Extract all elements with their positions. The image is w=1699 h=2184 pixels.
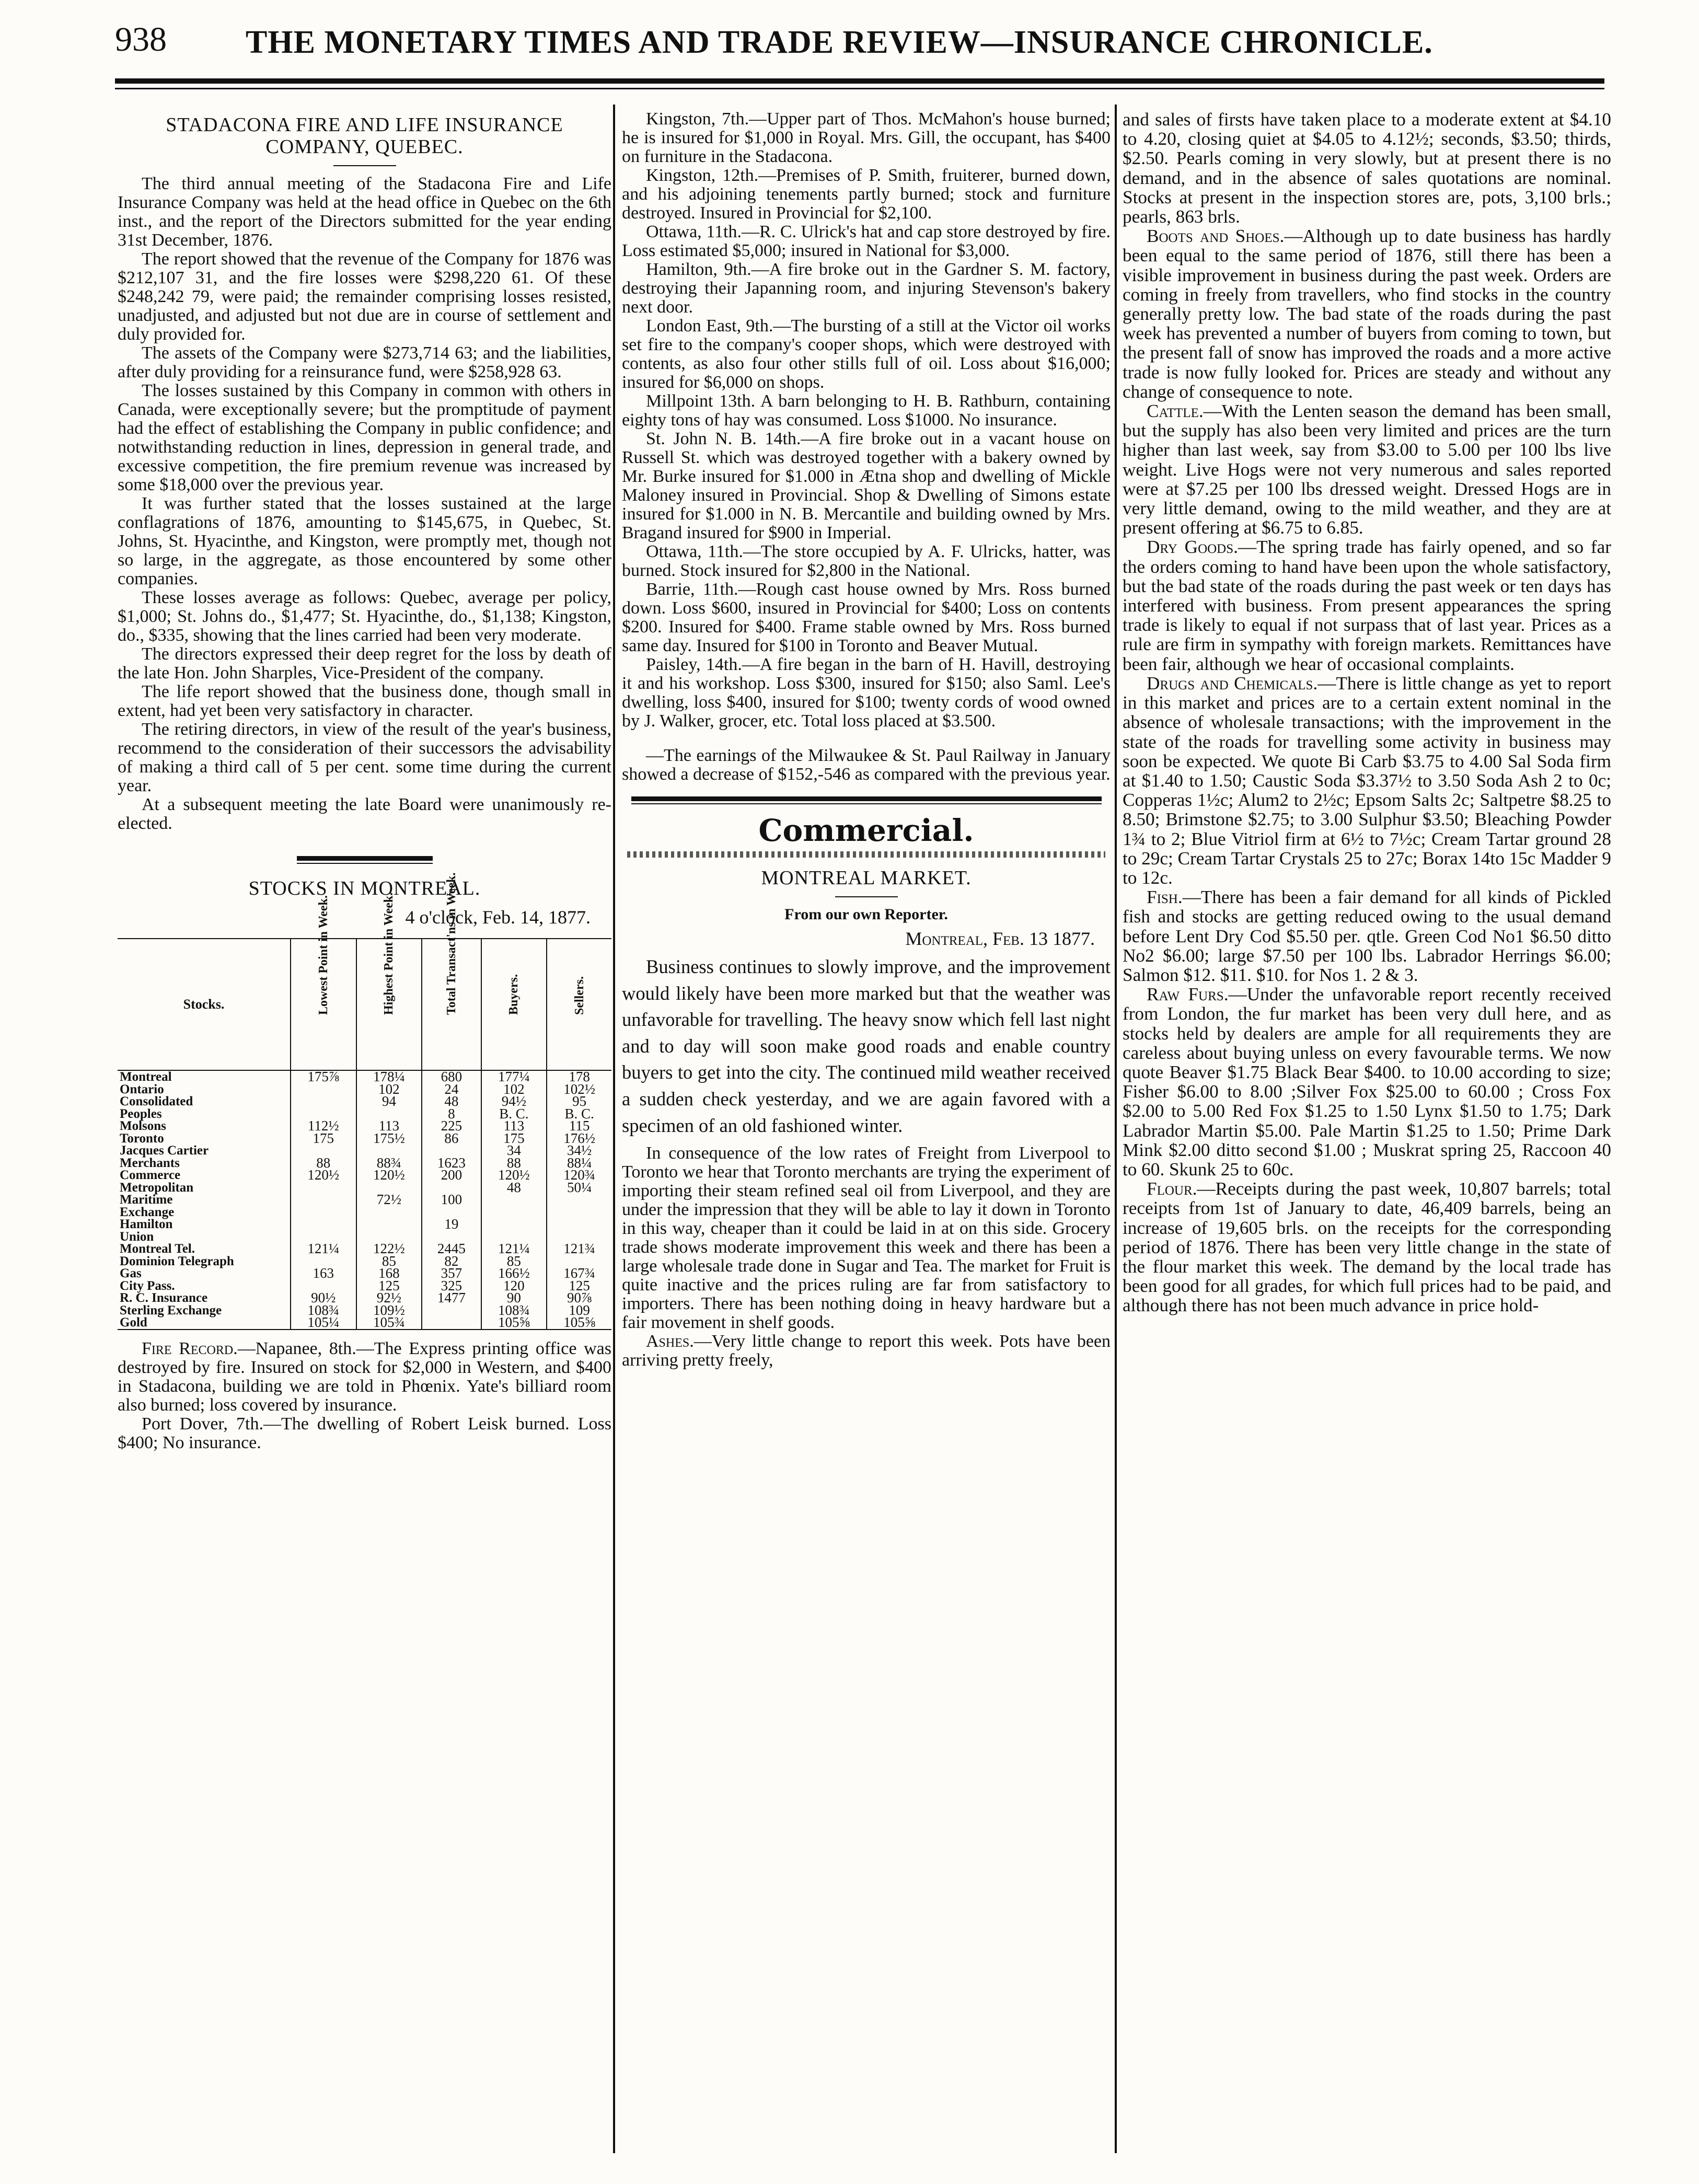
stock-value: 167¾ xyxy=(547,1267,611,1280)
stock-value: 175½ xyxy=(356,1133,422,1145)
stock-value: 82 xyxy=(422,1255,481,1268)
stock-value: 1623 xyxy=(422,1157,481,1170)
stock-value: 94 xyxy=(356,1095,422,1108)
commercial-divider xyxy=(631,796,1102,804)
dry-goods-para xyxy=(1123,537,1611,673)
stock-name: Union xyxy=(120,1229,154,1244)
stock-value: 120½ xyxy=(291,1169,356,1182)
stock-value: 100 xyxy=(422,1194,481,1206)
stock-value: 48 xyxy=(422,1095,481,1108)
fire-record xyxy=(118,1339,611,1452)
stock-name: Peoples xyxy=(120,1106,162,1121)
stocks-row xyxy=(118,1108,611,1120)
stock-value: 50¼ xyxy=(547,1182,611,1194)
stocks-row xyxy=(118,1194,611,1206)
stock-value xyxy=(291,1095,356,1108)
fire-record-continued xyxy=(622,110,1111,731)
stock-value xyxy=(481,1206,547,1219)
stock-value: 86 xyxy=(422,1133,481,1145)
furs-text: —Under the unfavorable report recently received from London, the fur market has been very dull here, and as stocks held by dealers are ample for all requirements they are careless about buying unless on every favourable terms. We now quote Beaver $1.75 Black Bear $400. to 10.00 according to size; Fisher $6.00 to 8.00 ;Silver Fox $25.00 to 60.00 ; Cross Fox $2.00 to 5.00 Red Fox $1.25 to 1.50 Lynx $1.50 to 1.75; Dark Labrador Martin $5.00. Pale Martin $1.25 to 1.50; Prime Dark Mink $2.00 ditto second $1.00 ; Muskrat spring 25, Raccoon 40 to 60. Skunk 25 to 60c. xyxy=(1123,984,1611,1180)
stock-value: 105¾ xyxy=(356,1316,422,1330)
stock-value: 2445 xyxy=(422,1243,481,1255)
stock-name: Metropolitan xyxy=(120,1180,194,1195)
stadacona-para: The assets of the Company were $273,714 63; and the liabilities, after duly providing for a reinsurance fund, were $258,928 63. xyxy=(118,343,611,382)
stock-value: 108¾ xyxy=(291,1304,356,1317)
freight-para: In consequence of the low rates of Freight from Liverpool to Toronto we hear that Toronto merchants are trying the experiment of importing their steam refined seal oil from Liverpool, and they are under the impression that they will be able to lay it down in Toronto in this way, cheaper than it could be laid in at on this side. Grocery trade shows moderate improvement this week and there has been a large wholesale trade done in Sugar and Tea. The market for Fruit is quite inactive and the prices ruling are far from satisfactory to importers. There has been nothing doing in heavy hardware but a fair movement in shelf goods. xyxy=(622,1143,1111,1333)
market-title: MONTREAL MARKET. xyxy=(761,867,972,889)
stock-value: 121¼ xyxy=(291,1243,356,1255)
stock-value xyxy=(481,1194,547,1206)
stock-name: City Pass. xyxy=(120,1278,175,1293)
fire-para: Kingston, 7th.—Upper part of Thos. McMahon's house burned; he is insured for $1,000 in Royal. Mrs. Gill, the occupant, has $400 on furniture in the Stadacona. xyxy=(622,109,1111,166)
stock-value: 90 xyxy=(481,1292,547,1304)
ashes-para xyxy=(622,1332,1111,1370)
fish-lead: Fish. xyxy=(1147,887,1183,908)
stock-name: R. C. Insurance xyxy=(120,1291,208,1305)
stock-value: 94½ xyxy=(481,1095,547,1108)
masthead: THE MONETARY TIMES AND TRADE REVIEW—INSURANCE CHRONICLE. xyxy=(246,25,1433,60)
cattle-para xyxy=(1123,401,1611,537)
col-header-stocks: Stocks. xyxy=(118,939,291,1070)
stocks-row xyxy=(118,1120,611,1133)
stock-value xyxy=(422,1304,481,1317)
stadacona-title: STADACONA FIRE AND LIFE INSURANCE COMPANY, QUEBEC. xyxy=(166,114,563,158)
fire-para: Barrie, 11th.—Rough cast house owned by Mrs. Ross burned down. Loss $600, insured in Provincial for $400; Loss on contents $200. Insured for $400. Frame stable owned by Mrs. Ross burned same day. Insured for $100 in Toronto and Beaver Mutual. xyxy=(622,580,1111,655)
stock-value: 113 xyxy=(481,1120,547,1133)
stock-value: 102 xyxy=(481,1083,547,1096)
fish-text: —There has been a fair demand for all kinds of Pickled fish and stocks are getting reduced owing to the usual demand before Lent Dry Cod $5.50 per. qtle. Green Cod No1 $6.50 ditto No2 $6.00; large $7.50 per 100 lbs. Labrador Herrings $6.00; Salmon $12. $11. $10. for Nos 1. 2 & 3. xyxy=(1123,887,1611,985)
fire-record-lead: Fire Record. xyxy=(142,1338,238,1358)
stocks-row xyxy=(118,1206,611,1219)
boots-para xyxy=(1123,226,1611,401)
fire-para: Paisley, 14th.—A fire began in the barn of H. Havill, destroying it and his workshop. Loss $300, insured for $150; also Saml. Lee's dwelling, loss $400, insured for $100; twenty cords of wood owned by J. Walker, grocer, etc. Total loss placed at $3.500. xyxy=(622,655,1111,731)
stocks-row xyxy=(118,1070,611,1083)
stocks-row xyxy=(118,1292,611,1304)
col-header-lowest: Lowest Point in Week. xyxy=(291,939,356,1070)
stock-value xyxy=(422,1316,481,1330)
stocks-time: 4 o'clock, Feb. 14, 1877. xyxy=(405,907,591,928)
furs-para xyxy=(1123,985,1611,1179)
stock-name: Maritime xyxy=(120,1193,173,1207)
stocks-row xyxy=(118,1169,611,1182)
stock-value xyxy=(547,1194,611,1206)
ashes-text: —Very little change to report this week. Pots have been arriving pretty freely, xyxy=(622,1332,1111,1370)
stocks-row xyxy=(118,1243,611,1255)
stock-value: 113 xyxy=(356,1120,422,1133)
boots-text: —Although up to date business has hardly been equal to the same period of 1876, still there has been a visible improvement in business during the past week. Orders are coming in freely from travellers, who find stocks in the country generally pretty low. The bad state of the roads during the past week has prevented a number of buyers from coming to town, but the present fall of snow has improved the roads and a more active trade is now fully looked for. Prices are steady and without any change of consequence to note. xyxy=(1123,226,1611,402)
stocks-row xyxy=(118,1304,611,1317)
stock-name: Molsons xyxy=(120,1119,166,1134)
stock-value: 24 xyxy=(422,1083,481,1096)
stock-value xyxy=(481,1218,547,1231)
stock-value: 178 xyxy=(547,1070,611,1083)
flour-lead: Flour. xyxy=(1147,1178,1197,1199)
stock-value: 166½ xyxy=(481,1267,547,1280)
fire-record-para: Port Dover, 7th.—The dwelling of Robert Leisk burned. Loss $400; No insurance. xyxy=(118,1414,611,1452)
stadacona-para: The losses sustained by this Company in common with others in Canada, were exceptionally severe; but the promptitude of payment had the effect of establishing the Company in public confidence; and notwithstanding reduction in lines, depression in general trade, and excessive competition, the fire premium revenue was increased by some $18,000 over the previous year. xyxy=(118,381,611,494)
stadacona-para: These losses average as follows: Quebec, average per policy, $1,000; St. Johns do., $1,477; St. Hyacinthe, do., $1,138; Kingston, do., $335, showing that the lines carried had been very moderate. xyxy=(118,588,611,645)
stock-value: 90⅞ xyxy=(547,1292,611,1304)
stock-value: 175 xyxy=(481,1133,547,1145)
ashes-lead: Ashes. xyxy=(646,1332,694,1351)
boots-lead: Boots and Shoes. xyxy=(1147,226,1285,247)
stocks-row xyxy=(118,1083,611,1096)
stocks-row xyxy=(118,1133,611,1145)
stock-name: Gold xyxy=(118,1316,291,1330)
fire-record-para xyxy=(118,1339,611,1415)
dry-goods-lead: Dry Goods. xyxy=(1147,537,1238,558)
stock-value: 105⅝ xyxy=(481,1316,547,1330)
stock-value: 120¾ xyxy=(547,1169,611,1182)
stock-value: 178¼ xyxy=(356,1070,422,1083)
stock-value: 121¼ xyxy=(481,1243,547,1255)
furs-lead: Raw Furs. xyxy=(1147,984,1229,1005)
drugs-text: —There is little change as yet to report in this market and prices are to a certain extent nominal in the absence of wholesale transactions; with the improvement in the state of the roads for travelling some activity in business may soon be expected. We quote Bi Carb $3.75 to 4.00 Sal Soda firm at $1.40 to 1.50; Caustic Soda $3.37½ to 3.50 Soda Ash 2 to 0c; Copperas 1½c; Alum2 to 2½c; Epsom Salts 2c; Saltpetre $8.25 to 8.50; Brimstone $2.75; to 3.00 Sulphur $3.50; Bleaching Powder 1¾ to 2; Blue Vitriol firm at 6½ to 7½c; Cream Tartar ground 28 to 29c; Cream Tartar Crystals 25 to 27c; Borax 14to 15c Madder 9 to 12c. xyxy=(1123,673,1612,888)
column-3 xyxy=(1123,110,1611,1315)
market-rule xyxy=(835,896,898,897)
stock-value: 175⅞ xyxy=(291,1070,356,1083)
cattle-text: —With the Lenten season the demand has been small, but the supply has also been very limited and prices are the turn higher than last week, say from $3.00 to 5.00 per 100 lbs live weight. Live Hogs were not very numerous and sales reported were at $7.25 per 100 lbs dressed weight. Dressed Hogs are in very little demand, owing to the mild weather, and they are at present offering at $6.75 to 6.85. xyxy=(1123,401,1611,538)
stock-value: 176½ xyxy=(547,1133,611,1145)
column-divider-1 xyxy=(613,105,615,2153)
stock-value: 125 xyxy=(356,1280,422,1292)
stadacona-para: The life report showed that the business done, though small in extent, had yet been very satisfactory in character. xyxy=(118,682,611,720)
stock-value xyxy=(547,1206,611,1219)
stock-value: 102½ xyxy=(547,1083,611,1096)
stock-name: Jacques Cartier xyxy=(120,1143,209,1158)
stadacona-article xyxy=(118,175,611,833)
stock-value xyxy=(356,1206,422,1219)
stock-value: 175 xyxy=(291,1133,356,1145)
stock-value: 120 xyxy=(481,1280,547,1292)
page-header xyxy=(115,20,1604,77)
stocks-row xyxy=(118,1157,611,1170)
stocks-row xyxy=(118,1316,611,1330)
market-para: Business continues to slowly improve, and the improvement would likely have been more marked but that the weather was unfavorable for travelling. The heavy snow which fell last night and to day will soon make good roads and enable country buyers to get into the city. The continued mild weather received a sudden check yesterday, and we are again favored with a specimen of an old fashioned winter. xyxy=(622,956,1111,1136)
stock-value xyxy=(291,1182,356,1194)
col-header-sellers: Sellers. xyxy=(547,939,611,1070)
fire-para: Ottawa, 11th.—R. C. Ulrick's hat and cap store destroyed by fire. Loss estimated $5,000; insured in National for $3,000. xyxy=(622,222,1111,260)
stock-value: 34 xyxy=(481,1145,547,1157)
stock-value: 1477 xyxy=(422,1292,481,1304)
stocks-row xyxy=(118,1255,611,1268)
stock-value: 120½ xyxy=(356,1169,422,1182)
milwaukee-note: —The earnings of the Milwaukee & St. Paul Railway in January showed a decrease of $152,-546 as compared with the previous year. xyxy=(622,746,1111,784)
stock-value: 168 xyxy=(356,1267,422,1280)
flour-text: —Receipts during the past week, 10,807 barrels; total receipts from 1st of January to date, 46,409 barrels, being an increase of 19,605 brls. on the receipts for the corresponding period of 1876. There has been very little change in the state of the flour market this week. The demand by the local trade has been good for all grades, for which full prices had to be paid, and although there has not been much advance in price hold- xyxy=(1123,1178,1611,1316)
stadacona-para: The third annual meeting of the Stadacona Fire and Life Insurance Company was held at the head office in Quebec on the 6th inst., and the report of the Directors submitted for the year ending 31st December, 1876. xyxy=(118,174,611,250)
stock-value: 95 xyxy=(547,1095,611,1108)
stock-value: 115 xyxy=(547,1120,611,1133)
stock-value xyxy=(356,1218,422,1231)
stock-value: 357 xyxy=(422,1267,481,1280)
stock-value: 108¾ xyxy=(481,1304,547,1317)
dry-goods-text: —The spring trade has fairly opened, and so far the orders coming to hand have been upon the whole satisfactory, but the bad state of the roads during the past week or ten days has interfered with business. From present appearances the spring trade is likely to equal if not surpass that of last year. Prices as a rule are firm in sympathy with foreign markets. Remittances have been fair, although we hear of occasional complaints. xyxy=(1123,537,1611,674)
stadacona-para: The directors expressed their deep regret for the loss by death of the late Hon. John Sharples, Vice-President of the company. xyxy=(118,644,611,683)
stock-value: 325 xyxy=(422,1280,481,1292)
stock-name: Commerce xyxy=(120,1168,181,1183)
fire-para: Kingston, 12th.—Premises of P. Smith, fruiterer, burned down, and his adjoining tenements partly burned; stock and furniture destroyed. Insured in Provincial for $2,100. xyxy=(622,166,1111,223)
stocks-row xyxy=(118,1182,611,1194)
stock-value: 112½ xyxy=(291,1120,356,1133)
fire-para: Hamilton, 9th.—A fire broke out in the Gardner S. M. factory, destroying their Japanning room, and injuring Stevenson's bakery next door. xyxy=(622,260,1111,317)
stock-value xyxy=(547,1218,611,1231)
stocks-row xyxy=(118,1267,611,1280)
stock-value: 105⅝ xyxy=(547,1316,611,1330)
stock-value: 72½ xyxy=(356,1194,422,1206)
stock-name: Sterling Exchange xyxy=(120,1303,222,1318)
column-2 xyxy=(622,110,1111,1370)
stock-value: 34½ xyxy=(547,1145,611,1157)
header-rule-thick xyxy=(115,78,1604,84)
stocks-row xyxy=(118,1095,611,1108)
stock-value: 85 xyxy=(481,1255,547,1268)
stocks-row xyxy=(118,1231,611,1243)
commercial-heading: Commercial. xyxy=(758,813,974,848)
col-header-highest: Highest Point in Week. xyxy=(356,939,422,1070)
stock-name: Consolidated xyxy=(120,1094,193,1109)
fire-record-text: —Napanee, 8th.—The Express printing office was destroyed by fire. Insured on stock for $2,000 in Western, and $400 in Stadacona, building we are told in Phœnix. Yate's billiard room also burned; loss covered by insurance. xyxy=(118,1338,611,1415)
stocks-row xyxy=(118,1145,611,1157)
commercial-underline xyxy=(627,851,1105,858)
stock-value: B. C. xyxy=(547,1108,611,1120)
stock-value xyxy=(291,1218,356,1231)
stocks-row xyxy=(118,1218,611,1231)
stadacona-para: At a subsequent meeting the late Board were unanimously re-elected. xyxy=(118,795,611,833)
ashes-continued: and sales of firsts have taken place to a moderate extent at $4.10 to 4.20, closing quiet at $4.05 to 4.12½; seconds, $3.50; thirds, $2.50. Pearls coming in very slowly, but at present there is no demand, and in the absence of sales quotations are nominal. Stocks at present in the inspection stores are, pots, 3,100 brls.; pearls, 863 brls. xyxy=(1123,109,1611,227)
column-divider-2 xyxy=(1115,105,1117,2153)
reporter-line: From our own Reporter. xyxy=(784,906,948,923)
stocks-body xyxy=(118,1070,611,1330)
fire-para: London East, 9th.—The bursting of a still at the Victor oil works set fire to the company's cooper shops, which were destroyed with contents, as also four other stills full of oil. Loss about $16,000; insured for $6,000 on shops. xyxy=(622,316,1111,392)
stock-name: Montreal xyxy=(120,1070,172,1084)
flour-para xyxy=(1123,1179,1611,1315)
stock-name: Hamilton xyxy=(120,1217,173,1232)
stock-value: 102 xyxy=(356,1083,422,1096)
stock-value: 109 xyxy=(547,1304,611,1317)
drugs-lead: Drugs and Chemicals. xyxy=(1147,673,1318,694)
stock-name: Exchange xyxy=(120,1205,175,1219)
fire-para: St. John N. B. 14th.—A fire broke out in a vacant house on Russell St. which was destroyed together with a bakery owned by Mr. Burke insured for $1.000 in Ætna shop and dwelling of Mickle Maloney insured in Provincial. Shop & Dwelling of Simons estate insured for $1.000 in N. B. Mercantile and building owned by Mrs. Bragand insured for $900 in Imperial. xyxy=(622,429,1111,542)
stock-value: 88¼ xyxy=(547,1157,611,1170)
section-divider xyxy=(297,856,433,864)
stocks-header-row xyxy=(118,939,611,1070)
stock-value: 122½ xyxy=(356,1243,422,1255)
stock-value: 19 xyxy=(422,1218,481,1231)
stock-value: 105¼ xyxy=(291,1316,356,1330)
stock-value: 85 xyxy=(356,1255,422,1268)
stock-value: 200 xyxy=(422,1169,481,1182)
stock-name: Toronto xyxy=(120,1131,164,1146)
stock-name: Gas xyxy=(120,1266,142,1281)
stock-value: 225 xyxy=(422,1120,481,1133)
stadacona-para: The retiring directors, in view of the result of the year's business, recommend to the consideration of their successors the advisability of making a third call of 5 per cent. some time during the current year. xyxy=(118,720,611,795)
stock-value xyxy=(291,1206,356,1219)
stock-value: 48 xyxy=(481,1182,547,1194)
col-header-buyers: Buyers. xyxy=(481,939,547,1070)
stocks-row xyxy=(118,1280,611,1292)
stocks-title: STOCKS IN MONTREAL. xyxy=(248,877,481,899)
col-header-total: Total Transact'ns in Week. xyxy=(422,939,481,1070)
stadacona-para: The report showed that the revenue of the Company for 1876 was $212,107 31, and the fire losses were $298,220 61. Of these $248,242 79, were paid; the remainder comprising losses resisted, unadjusted, and adjusted but not due are in course of settlement and duly provided for. xyxy=(118,249,611,344)
column-1 xyxy=(118,110,611,1452)
stock-value: 109½ xyxy=(356,1304,422,1317)
dateline: Montreal, Feb. 13 1877. xyxy=(905,928,1095,949)
stock-value: 125 xyxy=(547,1280,611,1292)
stock-name: Merchants xyxy=(120,1155,180,1170)
stadacona-para: It was further stated that the losses sustained at the large conflagrations of 1876, amounting to $145,675, in Quebec, St. Johns, St. Hyacinthe, and Kingston, were promptly met, though not so large, in the aggregate, as those encountered by some other companies. xyxy=(118,494,611,588)
stock-value: 177¼ xyxy=(481,1070,547,1083)
stock-value: 163 xyxy=(291,1267,356,1280)
stock-name: Montreal Tel. xyxy=(120,1242,195,1256)
cattle-lead: Cattle. xyxy=(1147,401,1204,422)
fire-para: Ottawa, 11th.—The store occupied by A. F. Ulricks, hatter, was burned. Stock insured for $2,800 in the National. xyxy=(622,542,1111,580)
stock-value: 92½ xyxy=(356,1292,422,1304)
stock-value: B. C. xyxy=(481,1108,547,1120)
stock-name: Ontario xyxy=(120,1082,164,1096)
page-number: 938 xyxy=(115,20,167,59)
stock-value: 120½ xyxy=(481,1169,547,1182)
stock-value xyxy=(291,1194,356,1206)
stock-value xyxy=(291,1083,356,1096)
drugs-para xyxy=(1123,674,1611,887)
stock-value: 88 xyxy=(291,1157,356,1170)
fish-para xyxy=(1123,887,1611,985)
header-rule-thin xyxy=(115,88,1604,89)
stock-value: 90½ xyxy=(291,1292,356,1304)
stock-value: 88¾ xyxy=(356,1157,422,1170)
title-rule xyxy=(333,165,396,166)
stock-value: 88 xyxy=(481,1157,547,1170)
stock-value: 8 xyxy=(422,1108,481,1120)
fire-para: Millpoint 13th. A barn belonging to H. B. Rathburn, containing eighty tons of hay was consumed. Loss $1000. No insurance. xyxy=(622,391,1111,430)
stock-value: 680 xyxy=(422,1070,481,1083)
stock-name: Dominion Telegraph xyxy=(120,1254,234,1268)
stock-value: 121¾ xyxy=(547,1243,611,1255)
